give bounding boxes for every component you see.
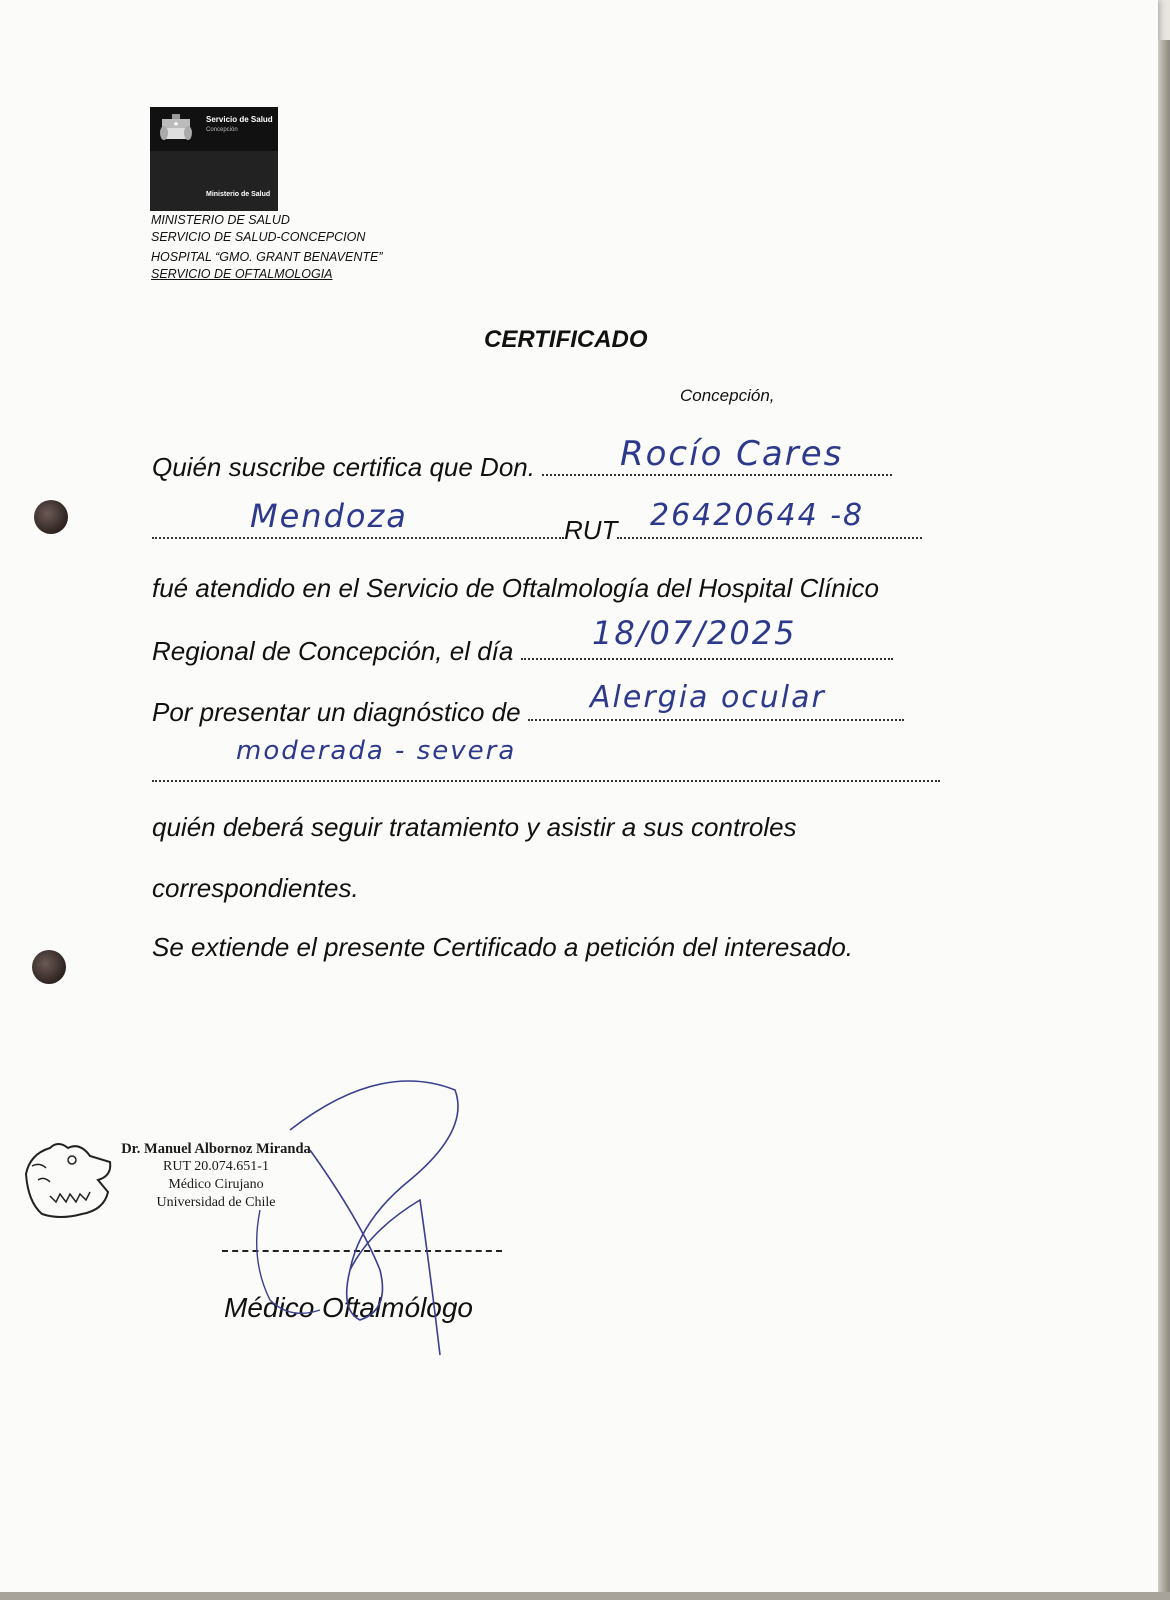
handwritten-rut-value: 26420644 -8 xyxy=(650,498,865,533)
header-ministry: MINISTERIO DE SALUD xyxy=(151,213,290,227)
institution-header xyxy=(151,212,383,283)
health-service-logo xyxy=(150,107,278,211)
stamp-doctor-name: Dr. Manuel Albornoz Miranda xyxy=(121,1141,311,1157)
logo-city-label: Concepción xyxy=(206,127,238,133)
stamp-doctor-title: Médico Cirujano xyxy=(168,1177,264,1192)
handwritten-signature xyxy=(230,1070,490,1360)
stamp-university: Universidad de Chile xyxy=(156,1195,276,1210)
body-line-correspondientes: correspondientes. xyxy=(152,873,359,903)
paper-edge-shadow xyxy=(1158,40,1170,1600)
handwritten-date: 18/07/2025 xyxy=(592,614,797,652)
dotted-fill xyxy=(152,776,940,782)
header-department: SERVICIO DE OFTALMOLOGIA xyxy=(151,267,333,281)
header-service: SERVICIO DE SALUD-CONCEPCION xyxy=(151,230,366,244)
punch-hole-top xyxy=(34,500,68,534)
chile-crest-icon xyxy=(158,113,194,145)
dinosaur-stamp-icon xyxy=(20,1136,112,1228)
handwritten-diagnosis-2: moderada - severa xyxy=(236,736,517,766)
document-title: CERTIFICADO xyxy=(484,326,648,353)
dotted-fill xyxy=(521,654,893,660)
dotted-fill xyxy=(528,715,904,721)
body-line-treatment: quién deberá seguir tratamiento y asistir a sus controles xyxy=(152,812,797,842)
patient-prefix: Quién suscribe certifica que Don. xyxy=(152,452,535,482)
handwritten-diagnosis-1: Alergia ocular xyxy=(590,680,826,715)
punch-hole-bottom xyxy=(32,950,66,984)
city-date-label: Concepción, xyxy=(680,386,775,405)
signature-role: Médico Oftalmólogo xyxy=(224,1292,474,1323)
handwritten-patient-first-name: Rocío Cares xyxy=(620,434,844,474)
handwritten-patient-last-name: Mendoza xyxy=(250,497,408,535)
dotted-fill xyxy=(617,533,922,539)
date-prefix: Regional de Concepción, el día xyxy=(152,636,514,666)
rut-label: RUT xyxy=(564,515,618,545)
paper-bottom-edge xyxy=(0,1592,1170,1600)
body-line-attended: fué atendido en el Servicio de Oftalmología del Hospital Clínico xyxy=(152,573,879,603)
diagnosis-prefix: Por presentar un diagnóstico de xyxy=(152,697,521,727)
stamp-doctor-rut: RUT 20.074.651-1 xyxy=(163,1159,269,1174)
logo-service-label: Servicio de Salud xyxy=(206,115,273,124)
header-hospital: HOSPITAL “GMO. GRANT BENAVENTE” xyxy=(151,250,383,264)
logo-ministry-label: Ministerio de Salud xyxy=(206,191,271,198)
body-line-extension: Se extiende el presente Certificado a petición del interesado. xyxy=(152,932,853,962)
